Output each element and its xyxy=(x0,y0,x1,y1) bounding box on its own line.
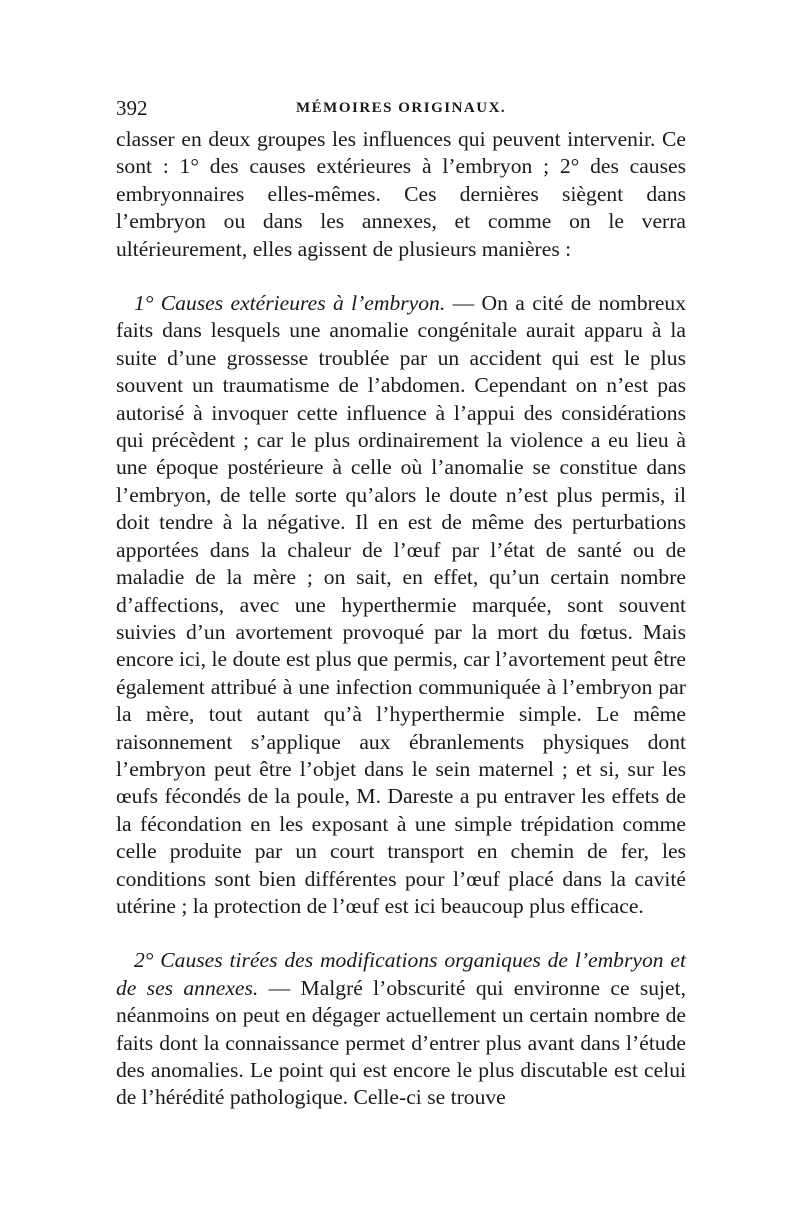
page-number: 392 xyxy=(116,96,148,120)
paragraph-text: classer en deux groupes les influences qui peuvent intervenir. Ce sont : 1° des causes extérieures à l’embryon ; 2° des causes embryonnaires elles-mêmes. Ces dernières siègent dans l’embryon ou dans les annexes, et comme on le verra ultérieurement, elles agissent de plusieurs manières : xyxy=(116,127,686,261)
paragraph-text: — Malgré l’obscurité qui environne ce sujet, néanmoins on peut en dégager actuellement un certain nombre de faits dont la connaissance permet d’entrer plus avant dans l’étude des anomalies. Le point qui est encore le plus discutable est celui de l’hérédité pathologique. Celle-ci se trouve xyxy=(116,975,687,1110)
paragraph-text: — On a cité de nombreux faits dans lesquels une anomalie congénitale aurait apparu à la suite d’une grossesse troublée par un accident qui est le plus souvent un traumatisme de l’abdomen. Cependant on n’est pas autorisé à invoquer cette influence à l’appui des considérations qui précèdent ; car le plus ordinairement la violence a eu lieu à une époque postérieure à celle où l’anomalie se constitue dans l’embryon, de telle sorte qu’alors le doute n’est plus permis, il doit tendre à la négative. Il en est de même des perturbations apportées dans la chaleur de l’œuf par l’état de santé ou de maladie de la mère ; on sait, en effet, qu’un certain nombre d’affections, avec une hyperthermie marquée, sont souvent suivies d’un avortement provoqué par la mort du fœtus. Mais encore ici, le doute est plus que permis, car l’avortement peut être également attribué à une infection communiquée à l’embryon par la mère, tout autant qu’à l’hyperthermie simple. Le même raisonnement s’applique aux ébranlements physiques dont l’embryon peut être l’objet dans le sein maternel ; et si, sur les œufs fécondés de la poule, M. Dareste a pu entraver les effets de la fécondation en les exposant à une simple trépidation comme celle produite par un court transport en chemin de fer, les conditions sont bien différentes pour l’œuf placé dans la cavité utérine ; la protection de l’œuf est ici beaucoup plus efficace. xyxy=(116,291,686,918)
section-heading: 2° Causes tirées des modifications organiques de l’embryon et de ses annexes. xyxy=(116,948,686,1000)
paragraph-external-causes xyxy=(116,290,686,920)
paragraph-intro xyxy=(116,126,686,263)
paragraph-organic-causes xyxy=(116,947,686,1111)
section-heading: 1° Causes extérieures à l’embryon. xyxy=(134,291,446,316)
running-head: MÉMOIRES ORIGINAUX. xyxy=(296,100,507,116)
body-text xyxy=(116,126,686,1112)
page-header xyxy=(116,96,686,126)
